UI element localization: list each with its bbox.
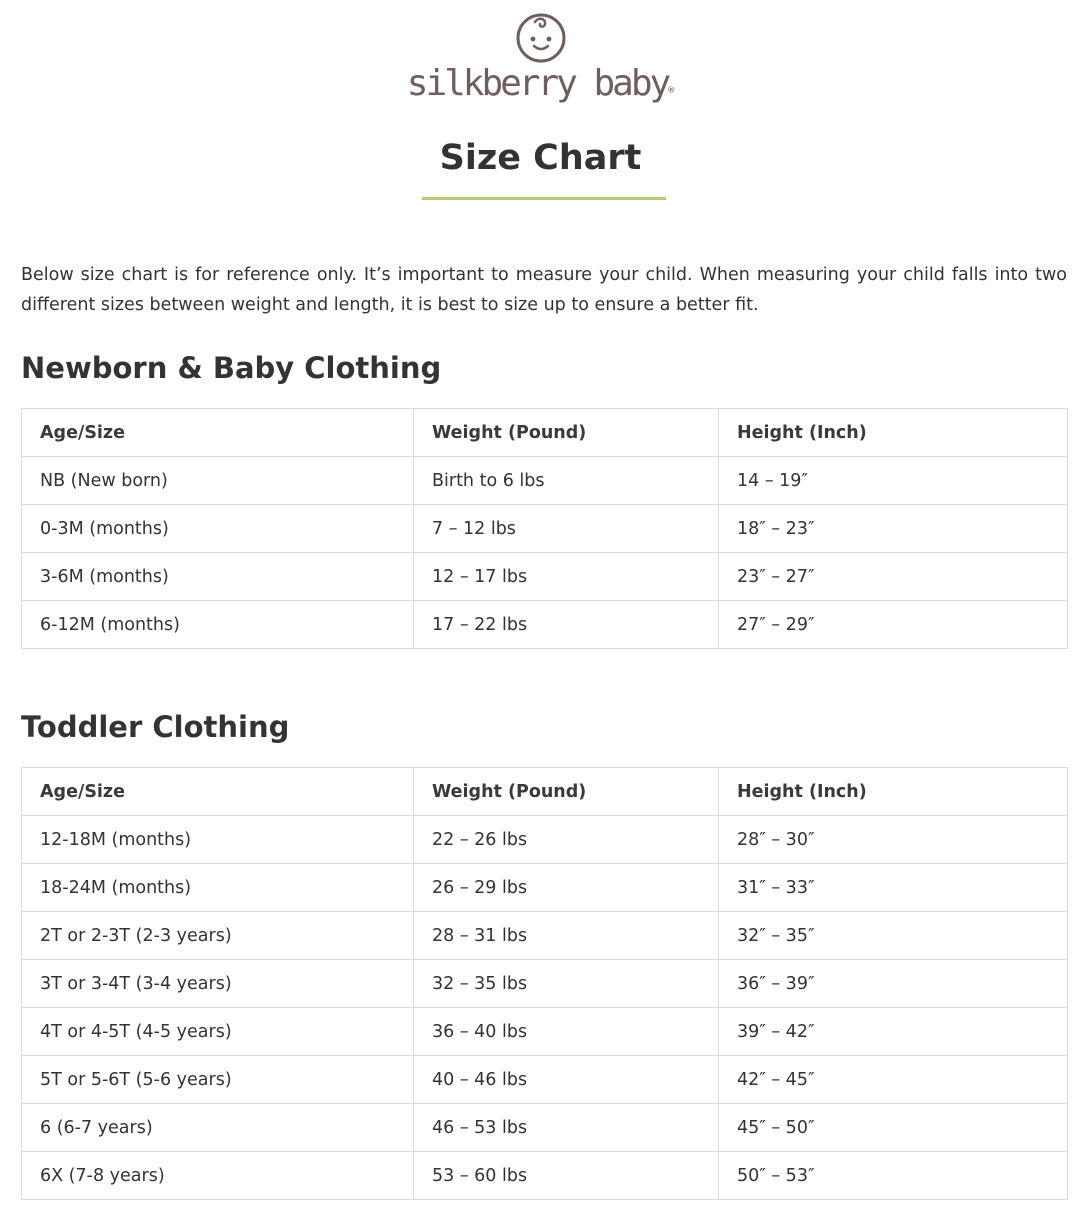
column-header-height: Height (Inch) [719, 768, 1068, 816]
cell-height: 32″ – 35″ [719, 912, 1068, 960]
cell-weight: Birth to 6 lbs [414, 457, 719, 505]
table-row [22, 1152, 1068, 1200]
cell-height: 31″ – 33″ [719, 864, 1068, 912]
cell-weight: 17 – 22 lbs [414, 601, 719, 649]
cell-height: 23″ – 27″ [719, 553, 1068, 601]
cell-weight: 22 – 26 lbs [414, 816, 719, 864]
table-row [22, 1056, 1068, 1104]
cell-height: 36″ – 39″ [719, 960, 1068, 1008]
cell-weight: 12 – 17 lbs [414, 553, 719, 601]
cell-weight: 46 – 53 lbs [414, 1104, 719, 1152]
section-title-newborn: Newborn & Baby Clothing [21, 351, 442, 385]
cell-age: 5T or 5-6T (5-6 years) [22, 1056, 414, 1104]
cell-age: NB (New born) [22, 457, 414, 505]
table-row [22, 553, 1068, 601]
brand-wordmark: silkberry baby® [406, 63, 675, 104]
column-header-weight: Weight (Pound) [414, 768, 719, 816]
brand-logo[interactable] [0, 12, 1081, 111]
cell-age: 3T or 3-4T (3-4 years) [22, 960, 414, 1008]
cell-age: 4T or 4-5T (4-5 years) [22, 1008, 414, 1056]
table-header-row [22, 768, 1068, 816]
cell-height: 39″ – 42″ [719, 1008, 1068, 1056]
cell-age: 12-18M (months) [22, 816, 414, 864]
cell-weight: 36 – 40 lbs [414, 1008, 719, 1056]
cell-age: 6X (7-8 years) [22, 1152, 414, 1200]
cell-weight: 32 – 35 lbs [414, 960, 719, 1008]
registered-mark: ® [668, 85, 675, 96]
smiley-face-icon [515, 12, 567, 64]
cell-weight: 28 – 31 lbs [414, 912, 719, 960]
cell-weight: 26 – 29 lbs [414, 864, 719, 912]
cell-weight: 7 – 12 lbs [414, 505, 719, 553]
newborn-size-table [21, 408, 1068, 649]
page-title: Size Chart [439, 138, 642, 178]
cell-height: 50″ – 53″ [719, 1152, 1068, 1200]
cell-age: 0-3M (months) [22, 505, 414, 553]
cell-weight: 53 – 60 lbs [414, 1152, 719, 1200]
table-row [22, 1008, 1068, 1056]
column-header-age: Age/Size [22, 768, 414, 816]
cell-age: 6-12M (months) [22, 601, 414, 649]
toddler-size-table [21, 767, 1068, 1200]
table-row [22, 960, 1068, 1008]
column-header-age: Age/Size [22, 409, 414, 457]
cell-height: 42″ – 45″ [719, 1056, 1068, 1104]
cell-height: 45″ – 50″ [719, 1104, 1068, 1152]
column-header-weight: Weight (Pound) [414, 409, 719, 457]
table-row [22, 505, 1068, 553]
cell-age: 3-6M (months) [22, 553, 414, 601]
cell-height: 14 – 19″ [719, 457, 1068, 505]
cell-height: 18″ – 23″ [719, 505, 1068, 553]
cell-weight: 40 – 46 lbs [414, 1056, 719, 1104]
intro-text: Below size chart is for reference only. It’s important to measure your child. When measuring your child falls into two different sizes between weight and length, it is best to size up to ensure a better fit. [21, 265, 1067, 315]
table-row [22, 601, 1068, 649]
title-underline [422, 197, 666, 200]
column-header-height: Height (Inch) [719, 409, 1068, 457]
table-row [22, 816, 1068, 864]
cell-age: 6 (6-7 years) [22, 1104, 414, 1152]
table-row [22, 912, 1068, 960]
cell-age: 2T or 2-3T (2-3 years) [22, 912, 414, 960]
table-row [22, 1104, 1068, 1152]
cell-height: 27″ – 29″ [719, 601, 1068, 649]
table-header-row [22, 409, 1068, 457]
table-row [22, 864, 1068, 912]
cell-age: 18-24M (months) [22, 864, 414, 912]
table-row [22, 457, 1068, 505]
cell-height: 28″ – 30″ [719, 816, 1068, 864]
section-title-toddler: Toddler Clothing [21, 710, 290, 744]
